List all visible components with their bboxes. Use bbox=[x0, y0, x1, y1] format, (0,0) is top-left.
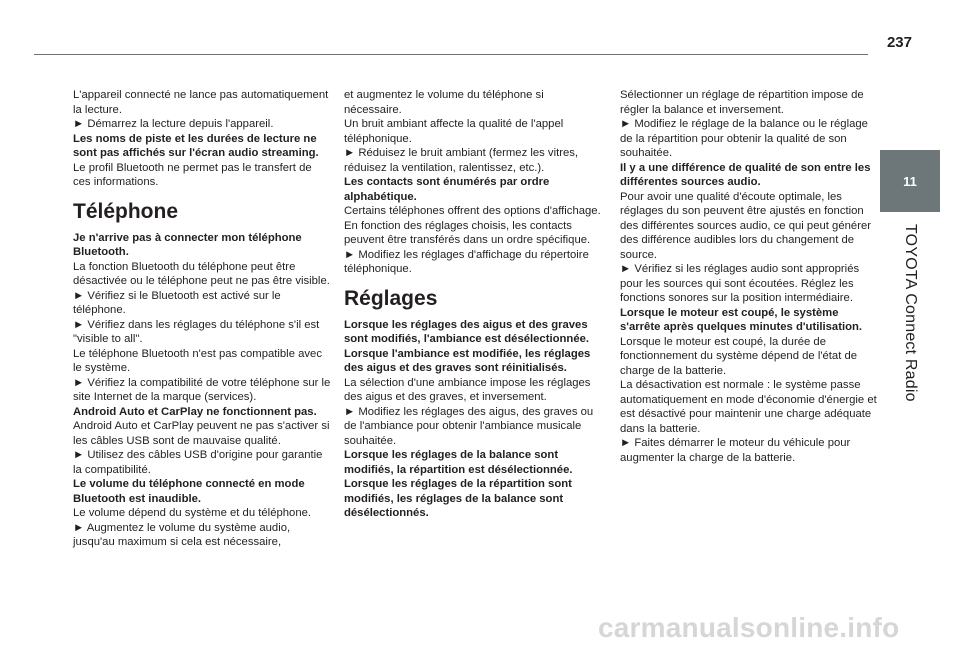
body-paragraph: Certains téléphones offrent des options d'affichage. En fonction des réglages choisis, les contacts peuvent être transférés dans un ordre spécifique. bbox=[344, 205, 601, 246]
question-heading: Lorsque les réglages de la balance sont modifiés, la répartition est désélectionnée. bbox=[344, 449, 573, 476]
action-item: ► Utilisez des câbles USB d'origine pour garantie la compatibilité. bbox=[73, 449, 323, 476]
question-heading: Lorsque le moteur est coupé, le système s'arrête après quelques minutes d'utilisation. bbox=[620, 306, 863, 333]
action-item: ► Vérifiez si les réglages audio sont appropriés pour les sources qui sont écoutées. Réglez les fonctions sonores sur la position intermédiaire. bbox=[620, 263, 860, 304]
question-heading: Lorsque les réglages des aigus et des graves sont modifiés, l'ambiance est désélectionnée. bbox=[344, 318, 590, 345]
header-divider bbox=[34, 54, 868, 55]
body-paragraph: La sélection d'une ambiance impose les réglages des aigus et des graves, et inversement. bbox=[344, 376, 591, 403]
body-paragraph: Android Auto et CarPlay peuvent ne pas s'activer si les câbles USB sont de mauvaise qualité. bbox=[73, 420, 330, 447]
action-item: ► Faites démarrer le moteur du véhicule pour augmenter la charge de la batterie. bbox=[620, 437, 851, 464]
body-paragraph: Un bruit ambiant affecte la qualité de l'appel téléphonique. bbox=[344, 118, 564, 145]
body-paragraph: Sélectionner un réglage de répartition impose de régler la balance et inversement. bbox=[620, 89, 864, 116]
text-column-3 bbox=[620, 88, 878, 465]
watermark: carmanualsonline.info bbox=[598, 612, 900, 643]
section-heading: Téléphone bbox=[73, 199, 179, 223]
body-paragraph: La fonction Bluetooth du téléphone peut être désactivée ou le téléphone peut ne pas être visible. bbox=[73, 260, 330, 287]
question-heading: Je n'arrive pas à connecter mon téléphone Bluetooth. bbox=[73, 231, 302, 258]
chapter-tab-number[interactable]: 11 bbox=[880, 150, 940, 212]
body-paragraph: Lorsque le moteur est coupé, la durée de fonctionnement du système dépend de l'état de charge de la batterie. bbox=[620, 335, 858, 377]
body-paragraph: Pour avoir une qualité d'écoute optimale, les réglages du son peuvent être ajustés en fonction des différentes sources audio, ce qui peut générer des différence audibles lors du changement de source. bbox=[620, 190, 871, 261]
question-heading: Les contacts sont énumérés par ordre alphabétique. bbox=[344, 176, 550, 203]
question-heading: Les noms de piste et les durées de lecture ne sont pas affichés sur l'écran audio streaming. bbox=[73, 132, 319, 159]
action-item: ► Vérifiez si le Bluetooth est activé sur le téléphone. bbox=[73, 289, 281, 316]
question-heading: Lorsque les réglages de la répartition sont modifiés, les réglages de la balance sont désélectionnés. bbox=[344, 478, 572, 519]
action-item: ► Réduisez le bruit ambiant (fermez les vitres, réduisez la ventilation, ralentissez, etc.). bbox=[344, 147, 579, 174]
question-heading: Il y a une différence de qualité de son entre les différentes sources audio. bbox=[620, 161, 871, 188]
page-number: 237 bbox=[886, 34, 912, 51]
section-heading: Réglages bbox=[344, 286, 438, 310]
question-heading: Le volume du téléphone connecté en mode Bluetooth est inaudible. bbox=[73, 478, 305, 505]
body-paragraph: Le téléphone Bluetooth n'est pas compatible avec le système. bbox=[73, 347, 322, 374]
action-item: ► Démarrez la lecture depuis l'appareil. bbox=[73, 118, 274, 130]
action-item: ► Vérifiez la compatibilité de votre téléphone sur le site Internet de la marque (services). bbox=[73, 376, 331, 403]
chapter-title-text: TOYOTA Connect Radio bbox=[902, 224, 919, 402]
chapter-tab-title bbox=[880, 213, 940, 413]
action-item: ► Vérifiez dans les réglages du téléphone s'il est "visible to all". bbox=[73, 318, 320, 345]
action-item: ► Modifiez les réglages des aigus, des graves ou de l'ambiance pour obtenir l'ambiance musicale souhaitée. bbox=[344, 405, 594, 447]
action-item: ► Modifiez les réglages d'affichage du répertoire téléphonique. bbox=[344, 248, 589, 275]
text-column-2 bbox=[344, 88, 602, 521]
body-paragraph: L'appareil connecté ne lance pas automatiquement la lecture. bbox=[73, 89, 329, 116]
body-paragraph: La désactivation est normale : le système passe automatiquement en mode d'économie d'énergie et est désactivé pour maintenir une charge adéquate dans la batterie. bbox=[620, 379, 877, 435]
action-item: ► Augmentez le volume du système audio, jusqu'au maximum si cela est nécessaire, bbox=[73, 521, 291, 548]
body-paragraph: et augmentez le volume du téléphone si nécessaire. bbox=[344, 89, 544, 116]
text-column-1 bbox=[73, 88, 331, 550]
body-paragraph: Le profil Bluetooth ne permet pas le transfert de ces informations. bbox=[73, 161, 312, 188]
action-item: ► Modifiez le réglage de la balance ou le réglage de la répartition pour obtenir la qualité de son souhaitée. bbox=[620, 118, 868, 159]
question-heading: Android Auto et CarPlay ne fonctionnent pas. bbox=[73, 405, 317, 418]
question-heading: Lorsque l'ambiance est modifiée, les réglages des aigus et des graves sont réinitialisés. bbox=[344, 347, 591, 374]
body-paragraph: Le volume dépend du système et du téléphone. bbox=[73, 507, 312, 519]
